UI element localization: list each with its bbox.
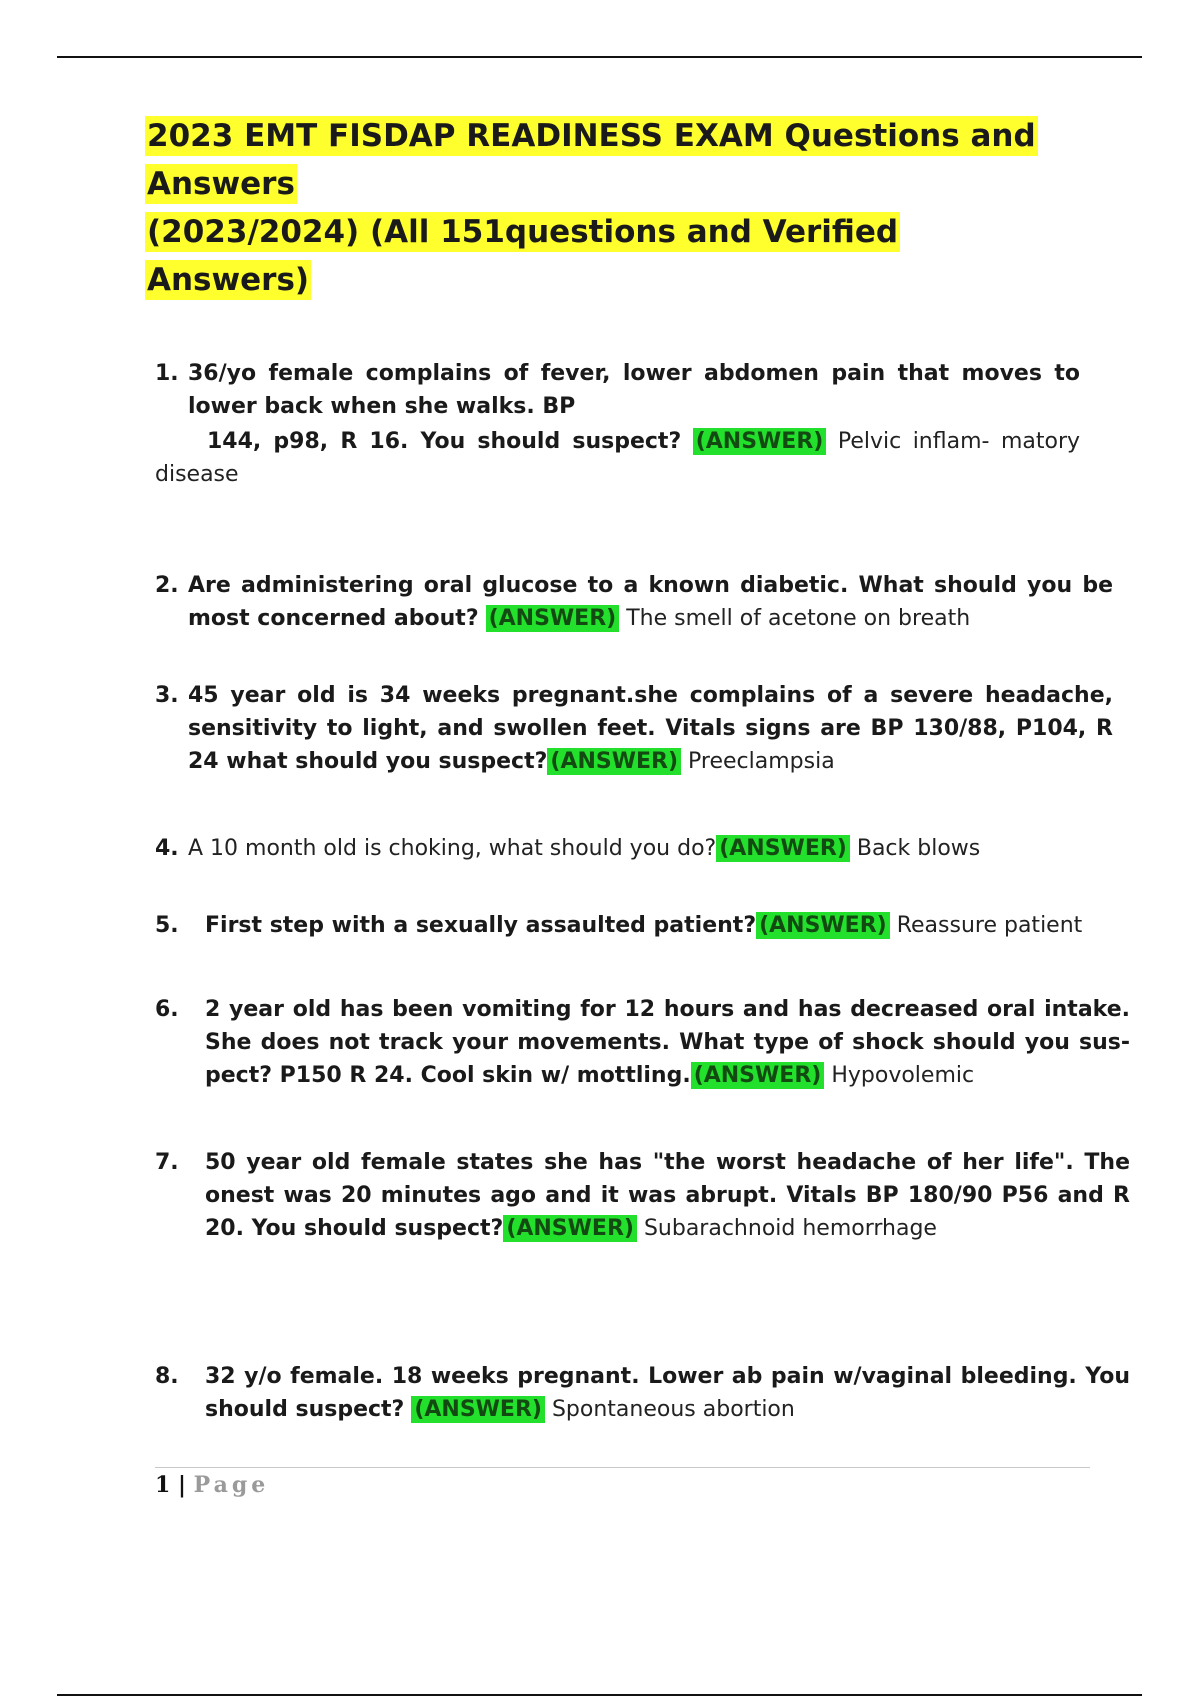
question-text: Are administering oral glucose to a known diabetic. What should you be most concerned about? — [188, 573, 1113, 631]
question-text: 50 year old female states she has "the worst headache of her life". The onest was 20 minutes ago and it was abrupt. Vitals BP 180/90 P56 and R 20. You should suspect? — [205, 1150, 1130, 1241]
question-2 — [155, 569, 1113, 635]
question-text: 32 y/o female. 18 weeks pregnant. Lower ab pain w/vaginal bleeding. You should suspect? — [205, 1364, 1130, 1422]
question-text: 2 year old has been vomiting for 12 hours and has decreased oral intake. She does not track your movements. What type of shock should you sus- pect? P150 R 24. Cool skin w/ mottling. — [205, 997, 1130, 1088]
answer-text: Hypovolemic — [831, 1063, 975, 1088]
question-number: 5. — [155, 913, 179, 938]
footer-divider — [155, 1467, 1090, 1468]
question-text: 45 year old is 34 weeks pregnant.she complains of a severe headache, sensitivity to light, and swollen feet. Vitals signs are BP 130/88, P104, R 24 what should you suspect? — [188, 683, 1113, 774]
page-footer — [155, 1472, 269, 1498]
answer-text: Spontaneous abortion — [551, 1397, 795, 1422]
page-number: 1 — [155, 1472, 171, 1498]
answer-tag: (ANSWER) — [411, 1396, 545, 1423]
question-number: 1. — [155, 361, 179, 386]
answer-tag: (ANSWER) — [547, 748, 681, 775]
question-number: 7. — [155, 1150, 179, 1175]
answer-text: Pelvic inflam- matory disease — [155, 429, 1081, 487]
title-line-1: 2023 EMT FISDAP READINESS EXAM Questions and — [147, 118, 1036, 154]
answer-text: The smell of acetone on breath — [626, 606, 971, 631]
answer-tag: (ANSWER) — [486, 605, 620, 632]
answer-text: Preeclampsia — [688, 749, 835, 774]
question-text: 36/yo female complains of fever, lower abdomen pain that moves to lower back when she walks. BP — [188, 361, 1080, 419]
title-line-3: (2023/2024) (All 151questions and Verified Answers) — [147, 214, 899, 298]
answer-text: Reassure patient — [896, 913, 1083, 938]
document-title — [145, 112, 1045, 304]
answer-tag: (ANSWER) — [756, 912, 890, 939]
answer-text: Subarachnoid hemorrhage — [643, 1216, 937, 1241]
question-1 — [155, 357, 1080, 491]
question-7 — [155, 1146, 1130, 1245]
question-4 — [155, 832, 1113, 865]
answer-tag: (ANSWER) — [716, 835, 850, 862]
question-number: 6. — [155, 997, 179, 1022]
question-6 — [155, 993, 1130, 1092]
page-label: Page — [193, 1472, 270, 1498]
question-text: A 10 month old is choking, what should you do? — [188, 836, 717, 861]
question-number: 3. — [155, 683, 179, 708]
question-text-cont: 144, p98, R 16. You should suspect? — [207, 429, 682, 454]
question-3 — [155, 679, 1113, 778]
question-8 — [155, 1360, 1130, 1426]
title-line-2: Answers — [147, 166, 295, 202]
question-number: 2. — [155, 573, 179, 598]
answer-tag: (ANSWER) — [693, 428, 827, 455]
question-text: First step with a sexually assaulted patient? — [205, 913, 757, 938]
bottom-rule — [57, 1694, 1142, 1696]
question-number: 4. — [155, 836, 179, 861]
question-number: 8. — [155, 1364, 179, 1389]
footer-separator: | — [177, 1472, 186, 1498]
answer-text: Back blows — [856, 836, 981, 861]
top-rule — [57, 56, 1142, 58]
question-5 — [155, 909, 1130, 942]
answer-tag: (ANSWER) — [691, 1062, 825, 1089]
answer-tag: (ANSWER) — [503, 1215, 637, 1242]
